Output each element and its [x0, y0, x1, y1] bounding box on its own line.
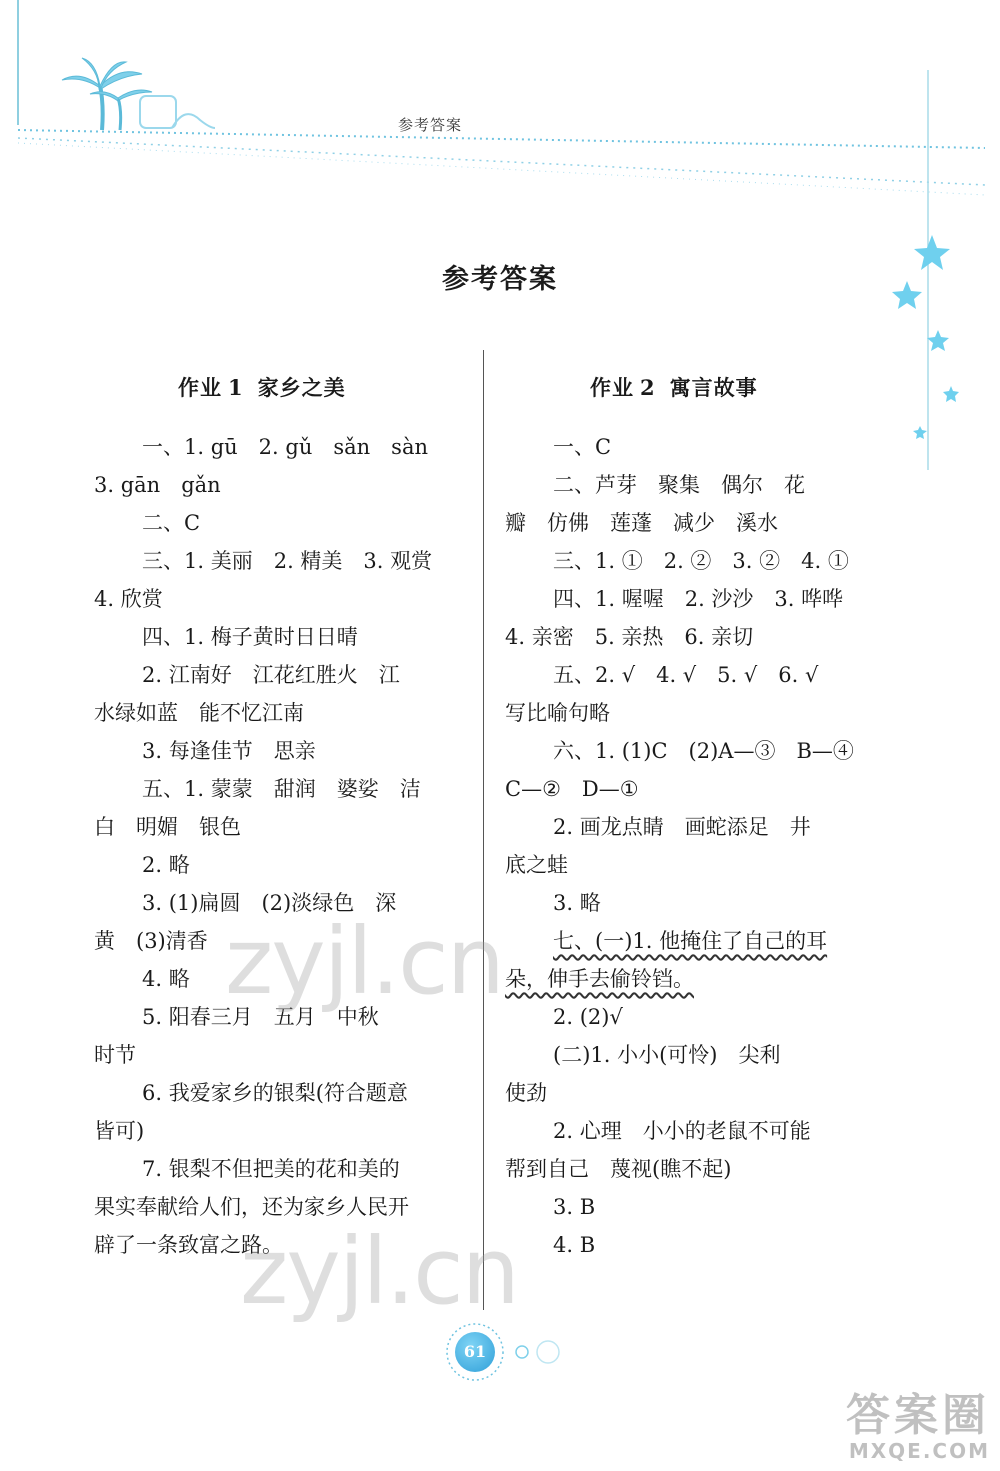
answer-line	[505, 656, 854, 694]
answer-text: 3. B	[553, 1195, 596, 1219]
answer-text: 4. B	[553, 1233, 596, 1257]
answer-line	[505, 1188, 854, 1226]
answer-line	[505, 1112, 854, 1150]
answer-line	[505, 770, 854, 808]
answer-text: 写比喻句略	[505, 701, 610, 725]
answer-text: 2. 略	[142, 853, 190, 877]
page-number: 61	[455, 1332, 495, 1372]
answer-line	[94, 1112, 432, 1150]
right-answer-column	[505, 428, 854, 1264]
answer-line	[94, 846, 432, 884]
watermark: zyjl.cn	[240, 1218, 518, 1325]
answer-text: 3. gān gǎn	[94, 473, 221, 497]
answer-text: 4. 略	[142, 967, 190, 991]
answer-text: 帮到自己 蔑视(瞧不起)	[505, 1157, 732, 1181]
answer-text: 一、1. gū 2. gǔ sǎn sàn	[142, 435, 429, 459]
answer-text: 五、2. √ 4. √ 5. √ 6. √	[553, 663, 819, 687]
answer-text: 辟了一条致富之路。	[94, 1233, 283, 1257]
left-column-heading	[178, 372, 346, 402]
header-label: 参考答案	[398, 116, 463, 134]
answer-text: 四、1. 梅子黄时日日晴	[142, 625, 358, 649]
answer-line	[505, 922, 854, 960]
answer-line	[94, 770, 432, 808]
answer-line	[505, 808, 854, 846]
answer-line	[94, 694, 432, 732]
answer-text: 三、1. ① 2. ② 3. ② 4. ①	[553, 549, 849, 573]
answer-line	[505, 732, 854, 770]
answer-text: 六、1. (1)C (2)A—③ B—④	[553, 739, 854, 763]
answer-line	[505, 580, 854, 618]
answer-line	[94, 808, 432, 846]
answer-text: 一、C	[553, 435, 612, 459]
heading-name: 寓言故事	[669, 375, 758, 400]
answer-line	[505, 542, 854, 580]
answer-text: 2. (2)√	[553, 1005, 623, 1029]
heading-prefix: 作业	[178, 375, 222, 400]
palm-tree-icon	[62, 58, 215, 130]
answer-text: 白 明媚 银色	[94, 815, 241, 839]
answer-line	[505, 884, 854, 922]
right-column-heading	[590, 372, 758, 402]
answer-line	[94, 618, 432, 656]
answer-text: 七、(一)1. 他掩住了自己的耳	[553, 929, 828, 953]
corner-watermark	[846, 1390, 990, 1463]
answer-text: 3. 每逢佳节 思亲	[142, 739, 316, 763]
answer-line	[94, 580, 432, 618]
answer-line	[94, 504, 432, 542]
answer-text: 水绿如蓝 能不忆江南	[94, 701, 304, 725]
answer-line	[505, 846, 854, 884]
answer-line	[505, 694, 854, 732]
page-title: 参考答案	[442, 264, 558, 295]
answer-text: 3. (1)扁圆 (2)淡绿色 深	[142, 891, 397, 915]
answer-line	[505, 1150, 854, 1188]
answer-text: 6. 我爱家乡的银梨(符合题意	[142, 1081, 408, 1105]
corner-watermark-domain: MXQE.COM	[848, 1439, 990, 1463]
answer-text: 瓣 仿佛 莲蓬 减少 溪水	[505, 511, 778, 535]
answer-line	[505, 998, 854, 1036]
heading-number: 2	[640, 375, 656, 400]
answer-text: 黄 (3)清香	[94, 929, 208, 953]
answer-line	[505, 504, 854, 542]
answer-text: 底之蛙	[505, 853, 568, 877]
watermark: zyjl.cn	[225, 908, 503, 1015]
answer-text: 7. 银梨不但把美的花和美的	[142, 1157, 400, 1181]
answer-text: 皆可)	[94, 1119, 145, 1143]
answer-text: (二)1. 小小(可怜) 尖利	[553, 1043, 781, 1067]
answer-text: 三、1. 美丽 2. 精美 3. 观赏	[142, 549, 433, 573]
answer-text: 二、芦芽 聚集 偶尔 花	[553, 473, 805, 497]
answer-text: 2. 心理 小小的老鼠不可能	[553, 1119, 811, 1143]
answer-line	[94, 1036, 432, 1074]
answer-line	[505, 428, 854, 466]
left-answer-column	[94, 428, 432, 1264]
answer-text: 使劲	[505, 1081, 547, 1105]
answer-text: 3. 略	[553, 891, 601, 915]
answer-text: 2. 画龙点睛 画蛇添足 井	[553, 815, 811, 839]
answer-text: 时节	[94, 1043, 136, 1067]
answer-line	[94, 466, 432, 504]
answer-line	[94, 1074, 432, 1112]
heading-name: 家乡之美	[257, 375, 346, 400]
header-decoration	[0, 0, 1000, 470]
answer-text: 朵，伸手去偷铃铛。	[505, 967, 694, 991]
heading-number: 1	[228, 375, 244, 400]
answer-line	[505, 1036, 854, 1074]
answer-text: 5. 阳春三月 五月 中秋	[142, 1005, 379, 1029]
answer-text: 四、1. 喔喔 2. 沙沙 3. 哗哗	[553, 587, 844, 611]
heading-prefix: 作业	[590, 375, 634, 400]
answer-line	[94, 428, 432, 466]
answer-text: C—② D—①	[505, 777, 639, 801]
answer-line	[505, 1074, 854, 1112]
answer-line	[94, 656, 432, 694]
corner-watermark-text: 答案圈	[846, 1390, 990, 1441]
answer-line	[505, 960, 854, 998]
answer-text: 4. 欣赏	[94, 587, 163, 611]
answer-line	[505, 466, 854, 504]
answer-line	[94, 1150, 432, 1188]
answer-text: 五、1. 蒙蒙 甜润 婆娑 洁	[142, 777, 421, 801]
answer-text: 4. 亲密 5. 亲热 6. 亲切	[505, 625, 754, 649]
answer-text: 二、C	[142, 511, 201, 535]
column-divider	[483, 350, 484, 1310]
answer-line	[94, 732, 432, 770]
answer-line	[505, 618, 854, 656]
answer-line	[94, 542, 432, 580]
answer-text: 果实奉献给人们，还为家乡人民开	[94, 1195, 409, 1219]
answer-text: 2. 江南好 江花红胜火 江	[142, 663, 400, 687]
answer-line	[505, 1226, 854, 1264]
